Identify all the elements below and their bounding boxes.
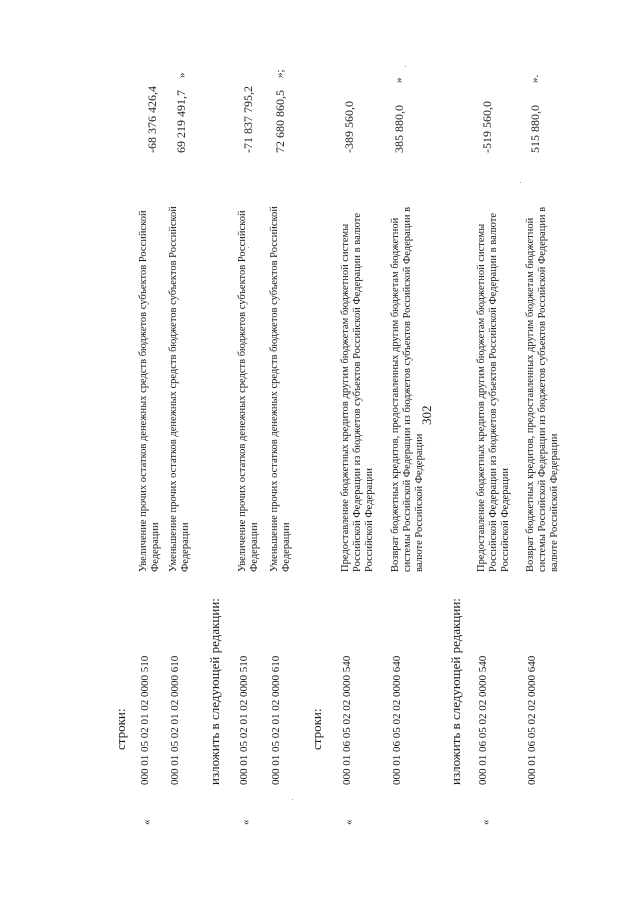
open-quote: «: [141, 819, 153, 825]
close-quote: ».: [529, 74, 541, 83]
budget-code: 000 01 06 05 02 02 0000 540: [341, 655, 353, 785]
open-quote: «: [240, 819, 252, 825]
budget-code: 000 01 06 05 02 02 0000 640: [391, 655, 403, 785]
row-description: Возврат бюджетных кредитов, предоставленных другим бюджетам бюджетной системы Российской Федерации из бюджетов субъектов Российской Федерации в валюте Российской Федерации: [390, 206, 425, 572]
close-quote: »;: [274, 69, 286, 78]
row-amount: -68 376 426,4: [145, 86, 159, 153]
row-description: Уменьшение прочих остатков денежных средств бюджетов субъектов Российской Федерации: [269, 206, 292, 572]
scan-speck: [292, 799, 293, 800]
budget-code: 000 01 05 02 01 02 0000 610: [169, 655, 181, 785]
row-amount: -389 560,0: [342, 101, 356, 153]
row-description: Предоставление бюджетных кредитов другим бюджетам бюджетной системы Российской Федерации из бюджетов субъектов Российской Федерации в валюте Российской Федерации: [340, 212, 375, 572]
row-description: Предоставление бюджетных кредитов другим бюджетам бюджетной системы Российской Федерации из бюджетов субъектов Российской Федерации в валюте Российской Федерации: [476, 212, 511, 572]
section-heading: строки:: [113, 708, 128, 750]
open-quote: «: [343, 819, 355, 825]
page-number: 302: [419, 405, 434, 425]
row-description: Увеличение прочих остатков денежных средств бюджетов субъектов Российской Федерации: [237, 210, 260, 572]
budget-code: 000 01 06 05 02 02 0000 640: [526, 655, 538, 785]
section-heading: изложить в следующей редакции:: [448, 598, 463, 785]
row-description: Возврат бюджетных кредитов, предоставленных другим бюджетам бюджетной системы Российской Федерации из бюджетов субъектов Российской Федерации в валюте Российской Федерации: [525, 206, 560, 572]
budget-code: 000 01 05 02 01 02 0000 510: [238, 655, 250, 785]
section-heading: строки:: [309, 708, 324, 750]
scan-speck: [405, 66, 406, 67]
row-description: Увеличение прочих остатков денежных средств бюджетов субъектов Российской Федерации: [138, 210, 161, 572]
section-heading: изложить в следующей редакции:: [207, 598, 222, 785]
close-quote: »: [393, 77, 405, 83]
budget-code: 000 01 06 05 02 02 0000 540: [477, 655, 489, 785]
row-amount: 72 680 860,5: [273, 90, 287, 153]
close-quote: »: [176, 72, 188, 78]
row-amount: 515 880,0: [528, 105, 542, 153]
scan-speck: [248, 247, 249, 248]
budget-code: 000 01 05 02 01 02 0000 610: [270, 655, 282, 785]
row-amount: -71 837 795,2: [241, 86, 255, 153]
budget-code: 000 01 05 02 01 02 0000 510: [139, 655, 151, 785]
row-description: Уменьшение прочих остатков денежных средств бюджетов субъектов Российской Федерации: [168, 206, 191, 572]
open-quote: «: [480, 819, 492, 825]
row-amount: -519 560,0: [480, 101, 494, 153]
scan-speck: [520, 182, 521, 183]
row-amount: 385 880,0: [392, 105, 406, 153]
row-amount: 69 219 491,7: [174, 90, 188, 153]
